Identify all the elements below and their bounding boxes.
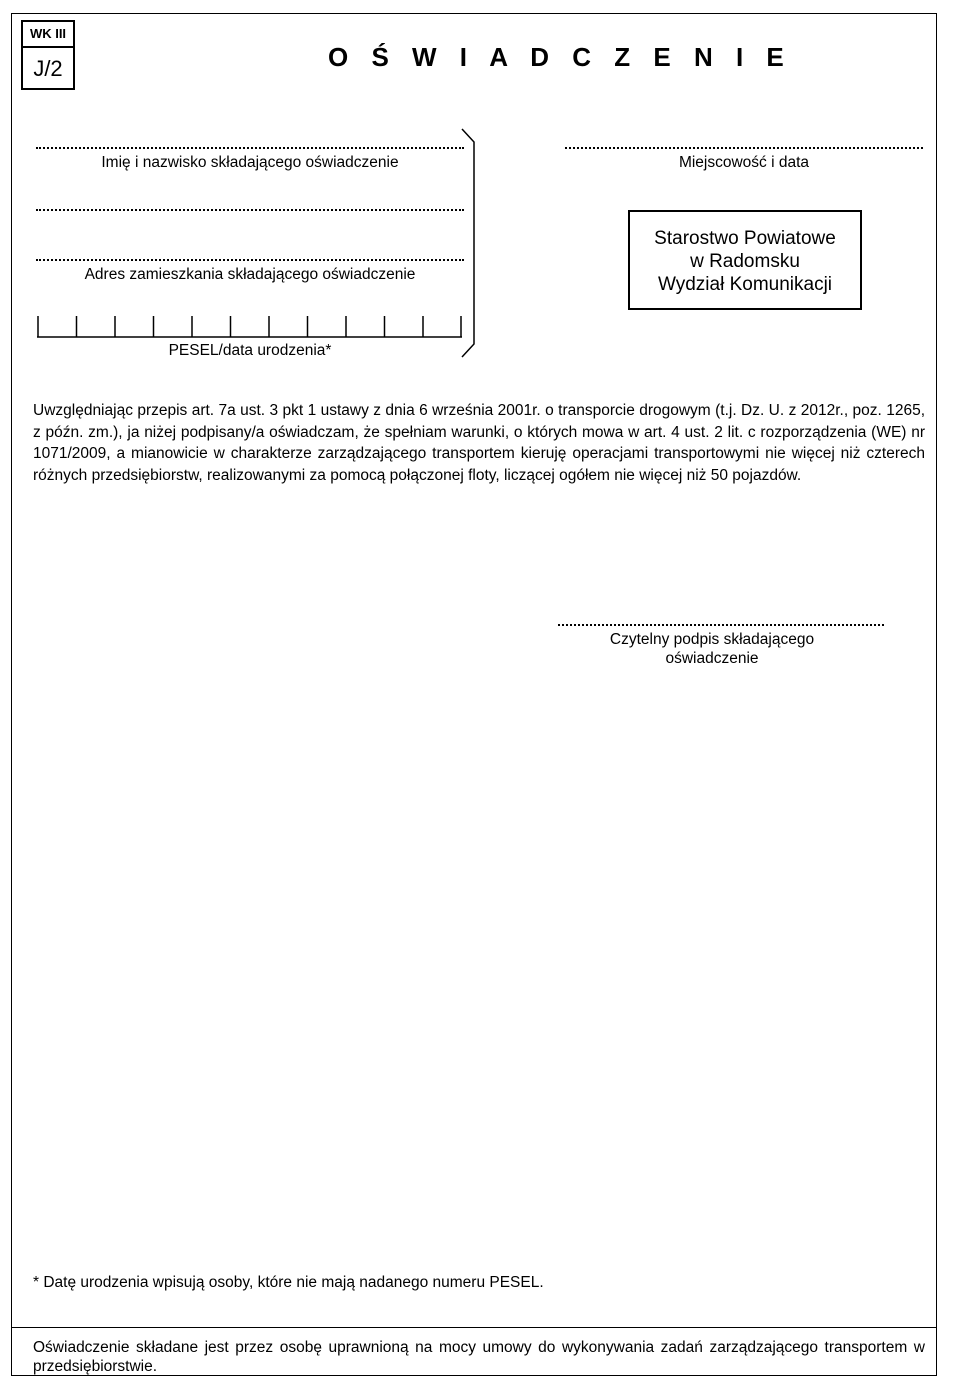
- footer-divider: [11, 1327, 937, 1328]
- name-label: Imię i nazwisko składającego oświadczenie: [101, 154, 399, 171]
- form-code-bottom: J/2: [33, 56, 63, 81]
- office-line-1: Starostwo Powiatowe: [654, 228, 836, 249]
- footer-note: Oświadczenie składane jest przez osobę uprawnioną na mocy umowy do wykonywania zadań zarządzającego transportem w przedsiębiorstwie.: [33, 1339, 925, 1375]
- signature-fill-line[interactable]: [558, 624, 884, 626]
- form-code-top: WK III: [23, 22, 73, 48]
- page-title: O Ś W I A D C Z E N I E: [328, 42, 792, 72]
- office-address-box: [628, 210, 862, 310]
- bracket-divider: [0, 0, 960, 400]
- place-date-label: Miejscowość i data: [678, 154, 810, 171]
- office-line-3: Wydział Komunikacji: [657, 274, 833, 295]
- pesel-label: PESEL/data urodzenia*: [168, 342, 332, 359]
- address-label: Adres zamieszkania składającego oświadczenie: [84, 266, 416, 283]
- signature-label-line-1: Czytelny podpis składającego: [609, 631, 815, 648]
- footnote: * Datę urodzenia wpisują osoby, które nie mają nadanego numeru PESEL.: [33, 1274, 544, 1291]
- statement-text: Uwzględniając przepis art. 7a ust. 3 pkt 1 ustawy z dnia 6 września 2001r. o transporcie drogowym (t.j. Dz. U. z 2012r., poz. 1265, z późn. zm.), ja niżej podpisany/a oświadczam, że spełniam warunki, o których mowa w art. 4 ust. 2 lit. c rozporządzenia (WE) nr 1071/2009, a mianowicie w charakterze zarządzającego transportem kieruję operacjami transportowymi nie więcej niż czterech różnych przedsiębiorstw, realizowanymi za pomocą połączonej floty, liczącej ogółem nie więcej niż 50 pojazdów.: [33, 402, 925, 484]
- office-line-2: w Radomsku: [690, 251, 800, 272]
- signature-label-line-2: oświadczenie: [665, 650, 759, 667]
- place-date-fill-line[interactable]: [565, 147, 923, 149]
- signature-label: [590, 630, 834, 668]
